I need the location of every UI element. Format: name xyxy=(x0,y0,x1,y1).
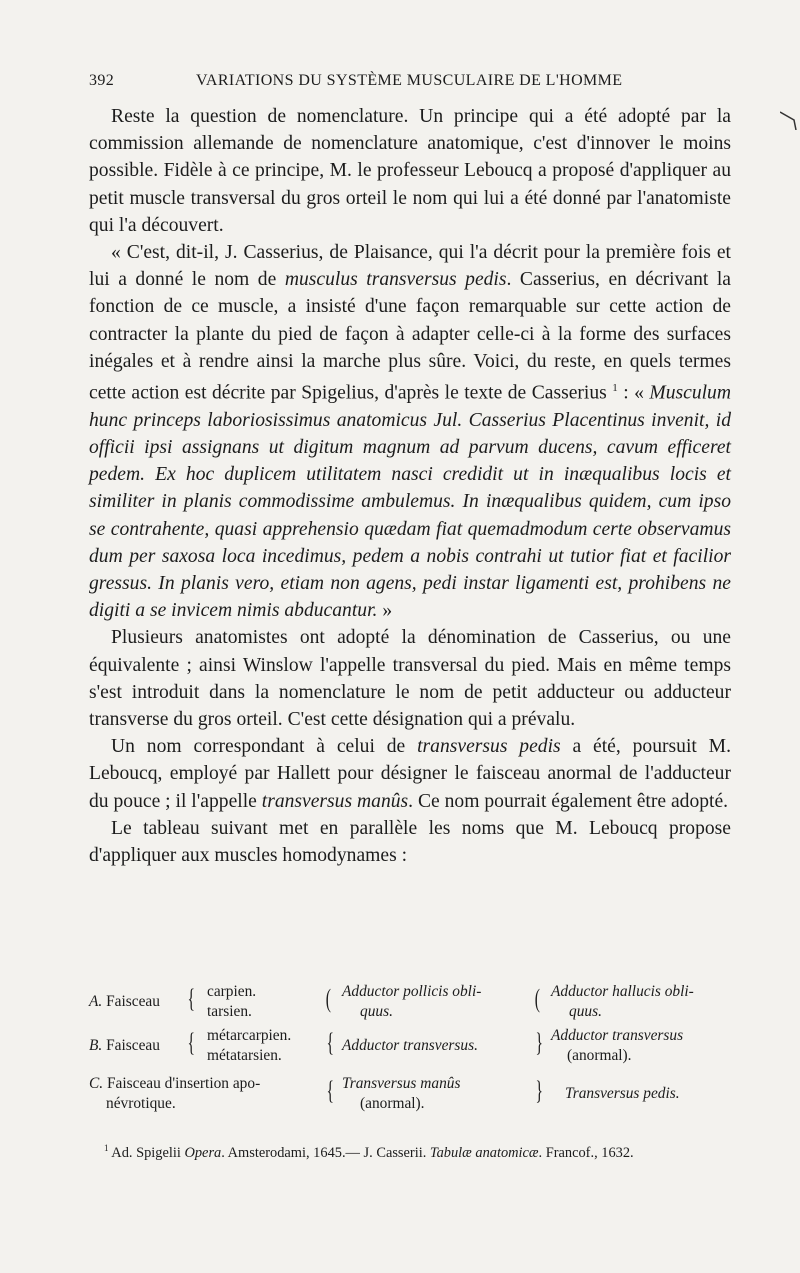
table-row xyxy=(89,1074,739,1122)
foot-name: Adductor transversus xyxy=(551,1027,684,1044)
row-letter: A. xyxy=(89,993,103,1010)
brace-icon: { xyxy=(326,1076,334,1105)
footnote-text-1: Ad. Spigelii xyxy=(108,1144,185,1161)
foot-name-cont: (anormal). xyxy=(567,1047,632,1064)
hand-name: Adductor transversus. xyxy=(342,1037,478,1054)
table-row xyxy=(89,1026,739,1074)
footnote-text-3: . Francof., 1632. xyxy=(538,1144,634,1161)
brace-icon: ( xyxy=(534,984,540,1013)
main-text xyxy=(89,103,731,869)
foot-name-cont: quus. xyxy=(569,1003,602,1020)
quote-text-1: « C'est, dit-il, J. Casserius, de Plaisance, qui l'a décrit pour la première fois et lui a donné le nom de xyxy=(89,242,731,291)
hand-subdivision: métarcarpien. xyxy=(207,1027,292,1044)
page-number: 392 xyxy=(89,72,115,89)
hand-subdivision: carpien. xyxy=(207,983,257,1000)
footnote-title-tabulae: Tabulæ anatomicæ xyxy=(429,1144,539,1161)
quote-term-italic: musculus transversus pedis xyxy=(284,269,507,291)
paragraph-hallett xyxy=(89,733,731,815)
hand-name-cont: quus. xyxy=(360,1003,393,1020)
hallett-text-1: Un nom correspondant à celui de xyxy=(111,736,418,758)
homodynamous-muscles-table xyxy=(89,982,739,1122)
hallett-text-2: a été, poursuit M. Leboucq, employé par Hallett pour désigner le faisceau anormal de l'adducteur du pouce ; il l'appelle xyxy=(89,736,731,812)
latin-quotation: Musculum hunc princeps laboriosissimus anatomicus Jul. Casserius Placentinus invenit, id officii ipsi assignans ut digitum magnum ad parvum ducens, cavum efficeret pedem. Ex hoc duplicem utilitatem nasci credidit ut in inæqualibus locis et similiter in planis commodissime ambulemus. In inæqualibus quidem, cum ipso se contrahente, quasi apprehensio quædam fiat quemadmodum certe observamus dum per saxosa loca incedimus, pedem a nobis contrahi ut tutior fiat et facilior gressus. In planis vero, etiam non agens, pedi instar ligamenti est, prohibens ne digiti a se invicem nimis abducantur. xyxy=(89,382,732,622)
row-label-cont: névrotique. xyxy=(106,1095,176,1112)
foot-name: Adductor hallucis obli- xyxy=(551,983,694,1000)
paragraph-quote-casserius xyxy=(89,239,731,624)
footnote-text-2: . Amsterodami, 1645.— J. Casserii. xyxy=(221,1144,430,1161)
brace-icon: ( xyxy=(325,984,331,1013)
quote-close: » xyxy=(377,600,393,622)
footnote-title-opera: Opera xyxy=(184,1144,222,1161)
footnote-marker: 1 xyxy=(104,1143,109,1153)
paragraph-nomenclature: Reste la question de nomenclature. Un principe qui a été adopté par la commission allemande de nomenclature anatomique, c'est d'innover le moins possible. Fidèle à ce principe, M. le professeur Leboucq a proposé d'appliquer au petit muscle transversal du gros orteil le nom qui lui a été donné par l'anatomiste qui l'a découvert. xyxy=(89,106,731,236)
brace-icon: { xyxy=(326,1028,334,1057)
row-label: Faisceau xyxy=(106,1037,160,1054)
foot-subdivision: métatarsien. xyxy=(207,1047,282,1064)
term-transversus-manus: transversus manûs xyxy=(261,790,409,812)
paragraph-table-intro: Le tableau suivant met en parallèle les noms que M. Leboucq propose d'appliquer aux muscles homodynames : xyxy=(89,817,731,867)
row-label: Faisceau d'insertion apo- xyxy=(106,1075,261,1092)
brace-icon: { xyxy=(187,984,195,1013)
paragraph-winslow: Plusieurs anatomistes ont adopté la dénomination de Casserius, ou une équivalente ; ainsi Winslow l'appelle transversal du pied. Mais en même temps s'est introduit dans la nomenclature le nom de petit adducteur ou adducteur transverse du gros orteil. C'est cette désignation qui a prévalu. xyxy=(89,627,731,730)
foot-name: Transversus pedis. xyxy=(565,1085,680,1102)
row-letter: C. xyxy=(89,1075,104,1092)
brace-icon: } xyxy=(535,1028,543,1057)
hand-name: Adductor pollicis obli- xyxy=(342,983,482,1000)
quote-text-3: : « xyxy=(617,382,650,404)
margin-mark xyxy=(780,110,798,130)
table-row xyxy=(89,982,739,1026)
quote-text-2: . Casserius, en décrivant la fonction de ce muscle, a insisté d'une façon remarquable sur cette action de contracter la plante du pied de façon à adapter celle-ci à la forme des surfaces inégales et à rendre ainsi la marche plus sûre. Voici, du reste, en quels termes cette action est décrite par Spigelius, d'après le texte de Casserius xyxy=(89,269,731,404)
hand-name-cont: (anormal). xyxy=(360,1095,425,1112)
row-label: Faisceau xyxy=(106,993,160,1010)
foot-subdivision: tarsien. xyxy=(207,1003,252,1020)
term-transversus-pedis: transversus pedis xyxy=(417,736,561,758)
hallett-text-3: . Ce nom pourrait également être adopté. xyxy=(408,790,729,812)
running-title: VARIATIONS DU SYSTÈME MUSCULAIRE DE L'HOMME xyxy=(196,72,623,89)
footnote xyxy=(104,1139,744,1162)
brace-icon: { xyxy=(187,1028,195,1057)
brace-icon: } xyxy=(535,1076,543,1105)
hand-name: Transversus manûs xyxy=(342,1075,461,1092)
row-letter: B. xyxy=(89,1037,103,1054)
footnote-reference: 1 xyxy=(612,382,618,395)
